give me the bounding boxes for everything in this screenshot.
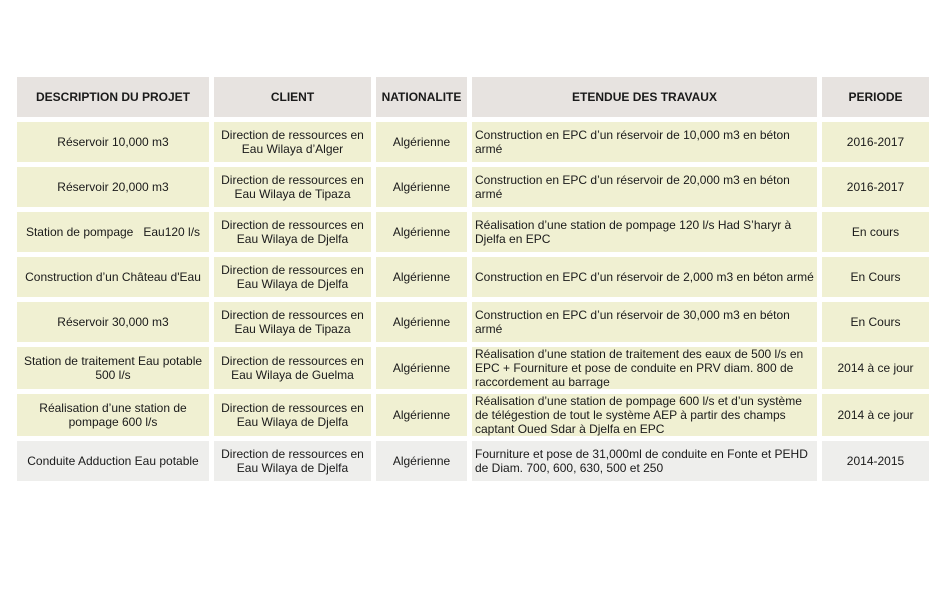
cell-description: Construction d’un Château d'Eau <box>17 257 209 297</box>
cell-nationalite: Algérienne <box>376 347 467 389</box>
cell-nationalite: Algérienne <box>376 441 467 481</box>
cell-client: Direction de ressources en Eau Wilaya de Djelfa <box>214 394 371 436</box>
table-row <box>17 441 929 481</box>
table-row <box>17 212 929 252</box>
cell-nationalite: Algérienne <box>376 122 467 162</box>
cell-nationalite: Algérienne <box>376 257 467 297</box>
cell-nationalite: Algérienne <box>376 167 467 207</box>
cell-description: Station de traitement Eau potable 500 l/s <box>17 347 209 389</box>
header-description: DESCRIPTION DU PROJET <box>17 77 209 117</box>
cell-description: Réservoir 10,000 m3 <box>17 122 209 162</box>
table-row <box>17 394 929 436</box>
cell-client: Direction de ressources en Eau Wilaya de Djelfa <box>214 212 371 252</box>
cell-periode: 2014 à ce jour <box>822 347 929 389</box>
cell-client: Direction de ressources en Eau Wilaya de Djelfa <box>214 441 371 481</box>
cell-description: Réservoir 20,000 m3 <box>17 167 209 207</box>
header-row <box>17 77 929 117</box>
cell-etendue: Réalisation d’une station de pompage 120 l/s Had S’haryr à Djelfa en EPC <box>472 212 817 252</box>
cell-etendue: Construction en EPC d’un réservoir de 30,000 m3 en béton armé <box>472 302 817 342</box>
table-row <box>17 302 929 342</box>
cell-client: Direction de ressources en Eau Wilaya de Tipaza <box>214 302 371 342</box>
cell-nationalite: Algérienne <box>376 302 467 342</box>
projects-table <box>12 72 934 486</box>
cell-periode: 2014-2015 <box>822 441 929 481</box>
table-row <box>17 122 929 162</box>
table-row <box>17 167 929 207</box>
cell-description: Réservoir 30,000 m3 <box>17 302 209 342</box>
cell-etendue: Construction en EPC d’un réservoir de 20,000 m3 en béton armé <box>472 167 817 207</box>
cell-client: Direction de ressources en Eau Wilaya d’Alger <box>214 122 371 162</box>
cell-periode: En cours <box>822 212 929 252</box>
cell-client: Direction de ressources en Eau Wilaya de Tipaza <box>214 167 371 207</box>
cell-etendue: Réalisation d’une station de traitement des eaux de 500 l/s en EPC + Fourniture et pose de conduite en PRV diam. 800 de raccordement au barrage <box>472 347 817 389</box>
cell-etendue: Fourniture et pose de 31,000ml de conduite en Fonte et PEHD de Diam. 700, 600, 630, 500 et 250 <box>472 441 817 481</box>
cell-description: Station de pompage Eau120 l/s <box>17 212 209 252</box>
cell-periode: 2016-2017 <box>822 167 929 207</box>
cell-periode: En Cours <box>822 257 929 297</box>
cell-client: Direction de ressources en Eau Wilaya de Guelma <box>214 347 371 389</box>
cell-nationalite: Algérienne <box>376 212 467 252</box>
cell-etendue: Construction en EPC d’un réservoir de 10,000 m3 en béton armé <box>472 122 817 162</box>
cell-etendue: Construction en EPC d’un réservoir de 2,000 m3 en béton armé <box>472 257 817 297</box>
header-etendue: ETENDUE DES TRAVAUX <box>472 77 817 117</box>
cell-periode: En Cours <box>822 302 929 342</box>
table-row <box>17 347 929 389</box>
cell-description: Conduite Adduction Eau potable <box>17 441 209 481</box>
table-row <box>17 257 929 297</box>
header-nationalite: NATIONALITE <box>376 77 467 117</box>
cell-etendue: Réalisation d’une station de pompage 600 l/s et d’un système de télégestion de tout le système AEP à partir des champs captant Oued Sdar à Djelfa en EPC <box>472 394 817 436</box>
cell-client: Direction de ressources en Eau Wilaya de Djelfa <box>214 257 371 297</box>
header-client: CLIENT <box>214 77 371 117</box>
cell-nationalite: Algérienne <box>376 394 467 436</box>
cell-description: Réalisation d’une station de pompage 600 l/s <box>17 394 209 436</box>
cell-periode: 2016-2017 <box>822 122 929 162</box>
cell-periode: 2014 à ce jour <box>822 394 929 436</box>
header-periode: PERIODE <box>822 77 929 117</box>
